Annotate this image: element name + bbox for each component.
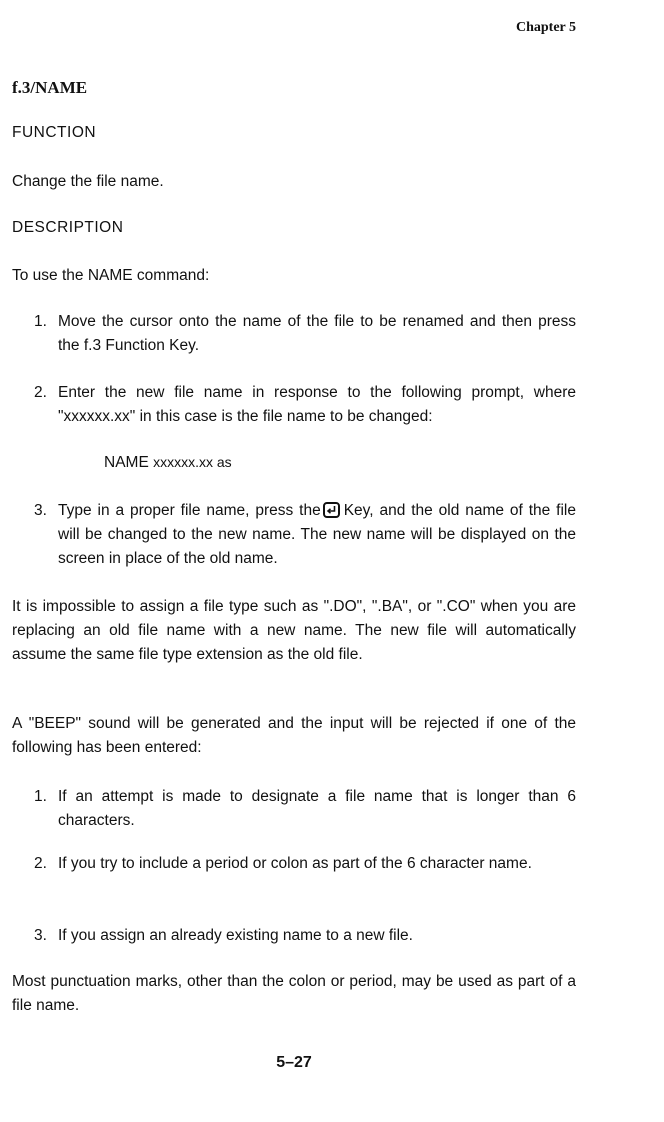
step-item (34, 381, 576, 429)
filetype-paragraph: It is impossible to assign a file type such as ".DO", ".BA", or ".CO" when you are replacing an old file name with a new name. The new file will automatically assume the same file type extension as the old file. (12, 598, 576, 663)
page-number: 5–27 (276, 1054, 312, 1071)
step-number: 1. (34, 313, 47, 330)
enter-key-icon (323, 502, 340, 518)
closing-paragraph: Most punctuation marks, other than the colon or period, may be used as part of a file name. (12, 973, 576, 1014)
error-number: 1. (34, 788, 47, 805)
function-text: Change the file name. (12, 173, 164, 190)
error-item (34, 852, 576, 876)
error-text: If you assign an already existing name to a new file. (58, 927, 413, 944)
step-text: Move the cursor onto the name of the file to be renamed and then press the f.3 Function Key. (58, 313, 576, 354)
step-text (58, 499, 576, 571)
error-item (34, 785, 576, 833)
prompt-example (104, 454, 232, 472)
step-item (34, 499, 576, 571)
step-text-after: Key, and the old name of the file will be changed to the new name. The new name will be displayed on the screen in place of the old name. (58, 502, 576, 567)
command-title: f.3/NAME (12, 78, 88, 97)
error-number: 3. (34, 927, 47, 944)
error-item (34, 924, 576, 948)
step-number: 3. (34, 502, 47, 519)
prompt-label: NAME (104, 454, 149, 471)
error-text: If you try to include a period or colon as part of the 6 character name. (58, 855, 532, 872)
error-number: 2. (34, 855, 47, 872)
step-text-before: Type in a proper file name, press the (58, 502, 321, 519)
error-text: If an attempt is made to designate a file name that is longer than 6 characters. (58, 788, 576, 829)
step-text: Enter the new file name in response to the following prompt, where "xxxxxx.xx" in this case is the file name to be changed: (58, 384, 576, 425)
intro-text: To use the NAME command: (12, 267, 210, 284)
step-number: 2. (34, 384, 47, 401)
beep-intro: A "BEEP" sound will be generated and the input will be rejected if one of the following has been entered: (12, 715, 576, 756)
description-heading: DESCRIPTION (12, 219, 124, 236)
chapter-header: Chapter 5 (515, 20, 576, 35)
function-heading: FUNCTION (12, 124, 97, 141)
prompt-value: xxxxxx.xx as (153, 454, 232, 470)
manual-page (12, 0, 576, 1122)
step-item (34, 310, 576, 358)
